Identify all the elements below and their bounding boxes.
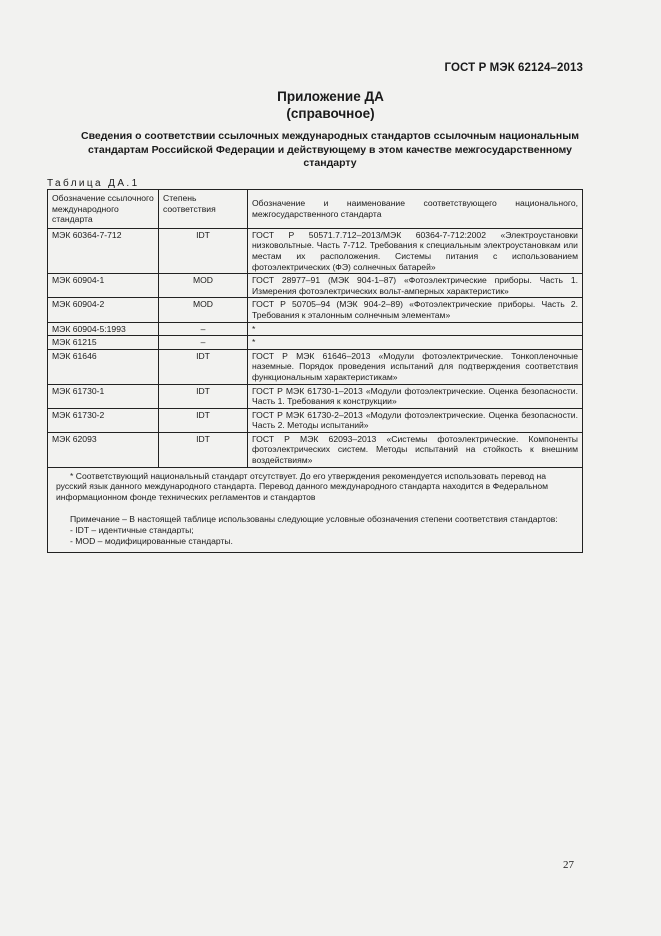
cell-ref: МЭК 61730-1 <box>48 384 159 408</box>
table-header-row <box>48 190 583 229</box>
standards-table <box>47 189 583 553</box>
appendix-subtitle: (справочное) <box>286 106 375 121</box>
table-row <box>48 298 583 322</box>
note-item-mod: - MOD – модифицированные стандарты. <box>70 535 233 546</box>
table-footnote: * Соответствующий национальный стандарт отсутствует. До его утверждения рекомендуется использовать перевод на русский язык данного международного стандарта. Перевод данного международного стандарта находится в Федеральном информационном фонде технических регламентов и стандартов <box>56 470 549 502</box>
cell-ref: МЭК 61646 <box>48 349 159 384</box>
header-national-standard: Обозначение и наименование соответствующего национального, межгосударственного стандарта <box>248 190 583 229</box>
page-number: 27 <box>563 859 574 871</box>
cell-degree: – <box>159 336 248 350</box>
table-footnote-cell <box>48 467 583 553</box>
cell-ref: МЭК 60364-7-712 <box>48 228 159 273</box>
header-ref-standard: Обозначение ссылочного международного стандарта <box>48 190 159 229</box>
section-title: Сведения о соответствии ссылочных международных стандартов ссылочным национальным стандартам Российской Федерации и действующему в этом качестве межгосударственному стандарту <box>81 130 579 169</box>
cell-national: ГОСТ Р 50571.7.712–2013/МЭК 60364-7-712:2002 «Электроустановки низковольтные. Часть 7-712. Требования к специальным электроустановкам или местам их расположения. Системы питания с использованием фотоэлектрических (ФЭ) солнечных батарей» <box>248 228 583 273</box>
cell-degree: IDT <box>159 349 248 384</box>
cell-degree: IDT <box>159 408 248 432</box>
cell-national: ГОСТ Р МЭК 61646–2013 «Модули фотоэлектрические. Тонкопленочные наземные. Порядок проведения испытаний для подтверждения соответствия функциональным характеристикам» <box>248 349 583 384</box>
cell-ref: МЭК 62093 <box>48 432 159 467</box>
table-footnote-row <box>48 467 583 553</box>
table-row <box>48 336 583 350</box>
standard-code: ГОСТ Р МЭК 62124–2013 <box>444 62 583 74</box>
note-item-idt: - IDT – идентичные стандарты; <box>70 525 194 536</box>
cell-degree: IDT <box>159 384 248 408</box>
cell-degree: IDT <box>159 432 248 467</box>
table-row <box>48 432 583 467</box>
cell-ref: МЭК 60904-5:1993 <box>48 322 159 336</box>
appendix-title: Приложение ДА <box>277 89 384 104</box>
table-note: Примечание – В настоящей таблице использованы следующие условные обозначения степени соответствия стандартов: <box>70 514 558 525</box>
cell-ref: МЭК 61215 <box>48 336 159 350</box>
cell-national: ГОСТ Р МЭК 62093–2013 «Системы фотоэлектрические. Компоненты фотоэлектрических систем. Методы испытаний на стойкость к внешним воздействиям» <box>248 432 583 467</box>
cell-national: * <box>248 336 583 350</box>
table-row <box>48 384 583 408</box>
table-row <box>48 349 583 384</box>
appendix-heading <box>0 88 661 122</box>
cell-degree: – <box>159 322 248 336</box>
cell-national: ГОСТ 28977–91 (МЭК 904-1–87) «Фотоэлектрические приборы. Часть 1. Измерения фотоэлектрических вольт-амперных характеристик» <box>248 274 583 298</box>
table-row <box>48 228 583 273</box>
cell-ref: МЭК 61730-2 <box>48 408 159 432</box>
cell-degree: IDT <box>159 228 248 273</box>
cell-degree: MOD <box>159 298 248 322</box>
table-row <box>48 408 583 432</box>
cell-national: ГОСТ Р 50705–94 (МЭК 904-2–89) «Фотоэлектрические приборы. Часть 2. Требования к эталонным солнечным элементам» <box>248 298 583 322</box>
cell-ref: МЭК 60904-2 <box>48 298 159 322</box>
cell-national: ГОСТ Р МЭК 61730-2–2013 «Модули фотоэлектрические. Оценка безопасности. Часть 2. Методы испытаний» <box>248 408 583 432</box>
table-row <box>48 322 583 336</box>
cell-national: ГОСТ Р МЭК 61730-1–2013 «Модули фотоэлектрические. Оценка безопасности. Часть 1. Требования к конструкции» <box>248 384 583 408</box>
table-caption: Таблица ДА.1 <box>47 178 140 189</box>
header-degree: Степень соответствия <box>159 190 248 229</box>
cell-national: * <box>248 322 583 336</box>
cell-degree: MOD <box>159 274 248 298</box>
table-row <box>48 274 583 298</box>
cell-ref: МЭК 60904-1 <box>48 274 159 298</box>
